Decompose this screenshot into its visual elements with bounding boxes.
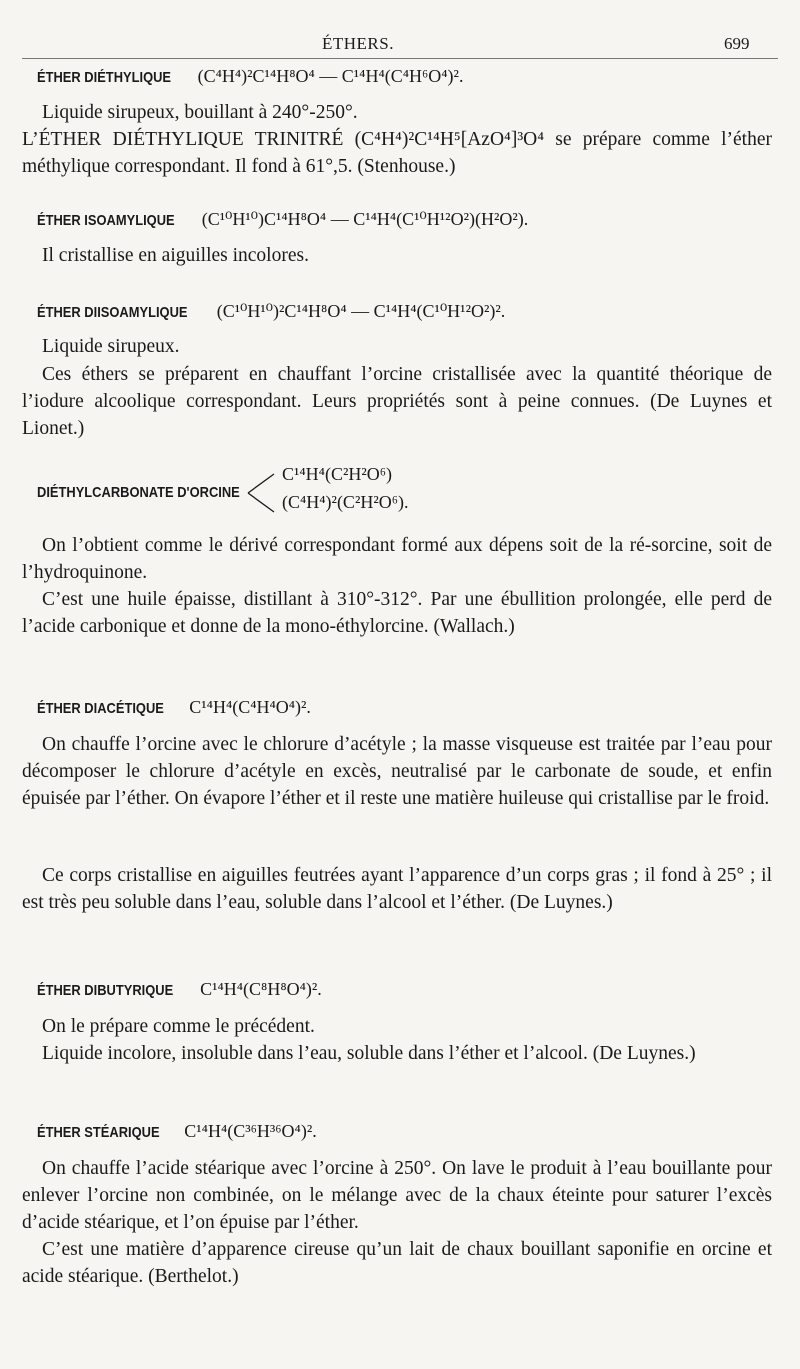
compound-name: ÉTHER DIÉTHYLIQUE: [37, 69, 172, 86]
bracket-fork-icon: [246, 472, 276, 514]
paragraph: C’est une matière d’apparence cireuse qu’un lait de chaux bouillant saponifie en orcine et acide stéarique. (Berthelot.): [22, 1239, 772, 1287]
paragraph: On chauffe l’orcine avec le chlorure d’acétyle ; la masse visqueuse est traitée par l’eau pour décomposer le chlorure d’acétyle en excès, neutralisé par le carbonate de soude, et enfin épuisée par l’éther. On évapore l’éther et il reste une matière huileuse qui cristallise par le froid.: [22, 734, 772, 809]
compound-formula: C¹⁴H⁴(C³⁶H³⁶O⁴)².: [184, 1121, 317, 1141]
running-title: ÉTHERS.: [322, 34, 394, 53]
paragraph: On le prépare comme le précédent.: [42, 1016, 315, 1037]
compound-name: ÉTHER DIISOAMYLIQUE: [37, 304, 188, 321]
paragraph: Ces éthers se préparent en chauffant l’orcine cristallisée avec la quantité théorique de l’iodure alcoolique correspondant. Leurs propriétés sont à peine connues. (De Luynes et Lionet.): [22, 364, 772, 439]
paragraph: L’ÉTHER DIÉTHYLIQUE TRINITRÉ (C⁴H⁴)²C¹⁴H⁵[AzO⁴]³O⁴ se prépare comme l’éther méthylique correspondant. Il fond à 61°,5. (Stenhouse.): [22, 129, 772, 177]
section-heading: [37, 977, 322, 1003]
paragraph: On l’obtient comme le dérivé correspondant formé aux dépens soit de la ré-sorcine, soit de l’hydroquinone.: [22, 535, 772, 583]
paragraph: On chauffe l’acide stéarique avec l’orcine à 250°. On lave le produit à l’eau bouillante pour enlever l’orcine non combinée, on le mélange avec de la chaux éteinte pour saturer l’excès d’acide stéarique, et l’on épuise par l’éther.: [22, 1158, 772, 1233]
compound-name: ÉTHER ISOAMYLIQUE: [37, 212, 175, 229]
paragraph: Liquide sirupeux.: [42, 336, 180, 357]
section-heading: [37, 462, 537, 522]
compound-formula: (C¹⁰H¹⁰)²C¹⁴H⁸O⁴ — C¹⁴H⁴(C¹⁰H¹²O²)².: [216, 301, 506, 321]
section-heading: [37, 299, 505, 325]
paragraph: C’est une huile épaisse, distillant à 310°-312°. Par une ébullition prolongée, elle perd de l’acide carbonique et donne de la mono-éthylorcine. (Wallach.): [22, 589, 772, 637]
compound-name: ÉTHER DIACÉTIQUE: [37, 700, 164, 717]
running-header: [0, 34, 800, 56]
compound-name: DIÉTHYLCARBONATE D'ORCINE: [37, 484, 240, 501]
compound-formula: C¹⁴H⁴(C⁴H⁴O⁴)².: [189, 697, 311, 717]
header-rule: [22, 58, 778, 59]
compound-formula-line-2: (C⁴H⁴)²(C²H²O⁶).: [282, 492, 409, 512]
compound-formula: C¹⁴H⁴(C⁸H⁸O⁴)².: [200, 979, 322, 999]
paragraph: Il cristallise en aiguilles incolores.: [42, 245, 309, 266]
compound-formula-line-1: C¹⁴H⁴(C²H²O⁶): [282, 464, 393, 484]
page-number: 699: [724, 34, 750, 53]
section-heading: [37, 1119, 317, 1145]
paragraph: Liquide incolore, insoluble dans l’eau, soluble dans l’éther et l’alcool. (De Luynes.): [42, 1043, 696, 1064]
paragraph: Liquide sirupeux, bouillant à 240°-250°.: [42, 102, 358, 123]
compound-formula: (C¹⁰H¹⁰)C¹⁴H⁸O⁴ — C¹⁴H⁴(C¹⁰H¹²O²)(H²O²).: [201, 209, 529, 229]
section-heading: [37, 695, 311, 721]
section-heading: [37, 64, 463, 90]
compound-name: ÉTHER DIBUTYRIQUE: [37, 982, 174, 999]
section-heading: [37, 207, 528, 233]
paragraph: Ce corps cristallise en aiguilles feutrées ayant l’apparence d’un corps gras ; il fond à 25° ; il est très peu soluble dans l’eau, soluble dans l’alcool et l’éther. (De Luynes.): [22, 865, 772, 913]
compound-name: ÉTHER STÉARIQUE: [37, 1124, 160, 1141]
compound-formula: (C⁴H⁴)²C¹⁴H⁸O⁴ — C¹⁴H⁴(C⁴H⁶O⁴)².: [197, 66, 464, 86]
